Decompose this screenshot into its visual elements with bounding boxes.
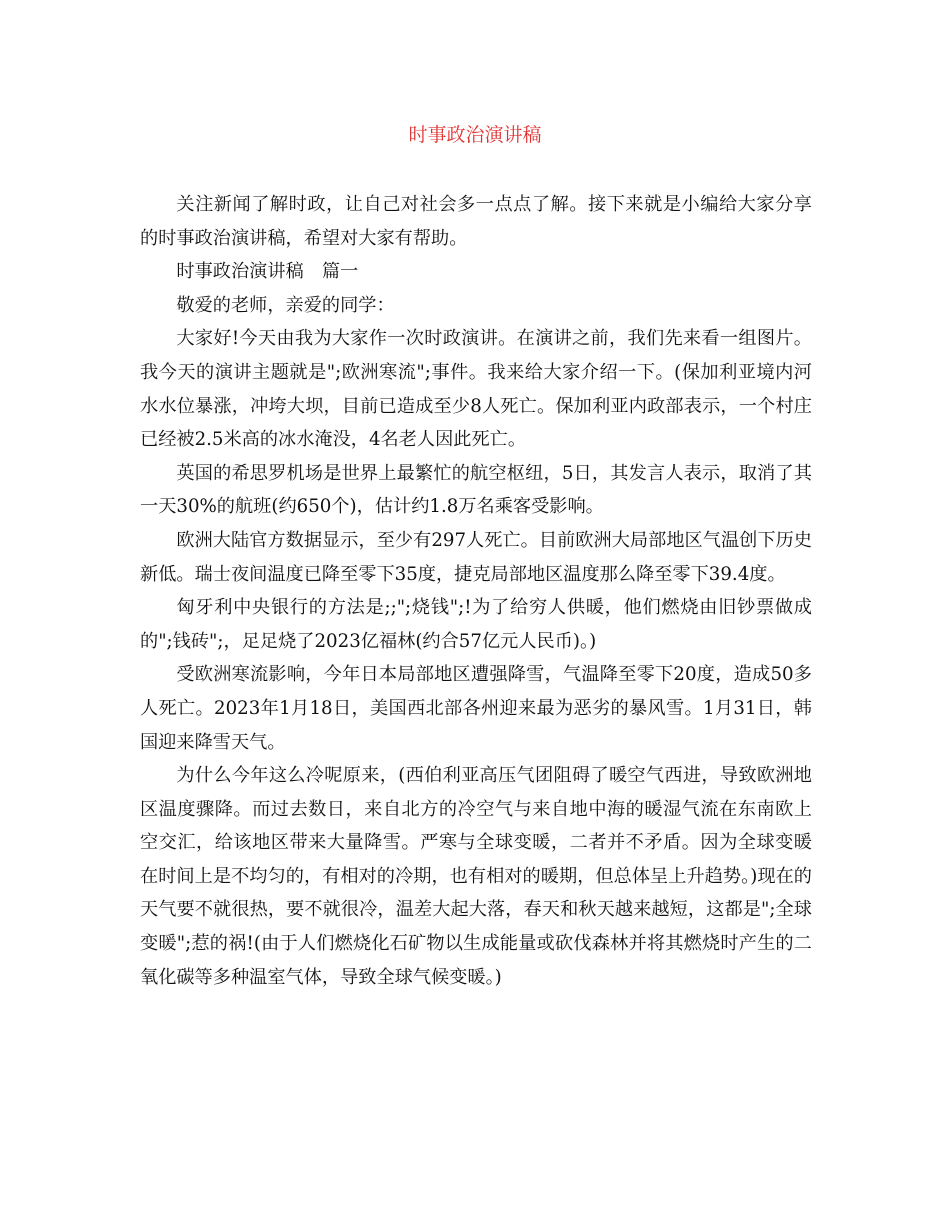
salutation: 敬爱的老师，亲爱的同学： [176, 294, 395, 316]
paragraph: 英国的希思罗机场是世界上最繁忙的航空枢纽，5日，其发言人表示，取消了其一天30%的航班(约650个)，估计约1.8万名乘客受影响。 [140, 462, 812, 518]
paragraph: 欧洲大陆官方数据显示，至少有297人死亡。目前欧洲大局部地区气温创下历史新低。瑞士夜间温度已降至零下35度，捷克局部地区温度那么降至零下39.4度。 [140, 529, 812, 585]
document-title: 时事政治演讲稿 [408, 124, 542, 146]
section-heading: 时事政治演讲稿 篇一 [176, 261, 359, 283]
paragraph-intro: 关注新闻了解时政，让自己对社会多一点点了解。接下来就是小编给大家分享的时事政治演讲稿，希望对大家有帮助。 [140, 194, 812, 249]
paragraph: 受欧洲寒流影响，今年日本局部地区遭强降雪，气温降至零下20度，造成50多人死亡。2023年1月18日，美国西北部各州迎来最为恶劣的暴风雪。1月31日，韩国迎来降雪天气。 [140, 664, 812, 753]
document-body [140, 188, 812, 994]
paragraph: 大家好!今天由我为大家作一次时政演讲。在演讲之前，我们先来看一组图片。我今天的演讲主题就是";欧洲寒流";事件。我来给大家介绍一下。(保加利亚境内河水水位暴涨，冲垮大坝，目前已造成至少8人死亡。保加利亚内政部表示，一个村庄已经被2.5米高的冰水淹没，4名老人因此死亡。 [140, 328, 812, 451]
paragraph: 为什么今年这么冷呢原来，(西伯利亚高压气团阻碍了暖空气西进，导致欧洲地区温度骤降。而过去数日，来自北方的冷空气与来自地中海的暖湿气流在东南欧上空交汇，给该地区带来大量降雪。严寒与全球变暖，二者并不矛盾。因为全球变暖在时间上是不均匀的，有相对的冷期，也有相对的暖期，但总体呈上升趋势。)现在的天气要不就很热，要不就很冷，温差大起大落，春天和秋天越来越短，这都是";全球变暖";惹的祸!(由于人们燃烧化石矿物以生成能量或砍伐森林并将其燃烧时产生的二氧化碳等多种温室气体，导致全球气候变暖。) [140, 765, 812, 988]
paragraph: 匈牙利中央银行的方法是;;";烧钱";!为了给穷人供暖，他们燃烧由旧钞票做成的";钱砖";，足足烧了2023亿福林(约合57亿元人民币)。) [140, 597, 812, 652]
